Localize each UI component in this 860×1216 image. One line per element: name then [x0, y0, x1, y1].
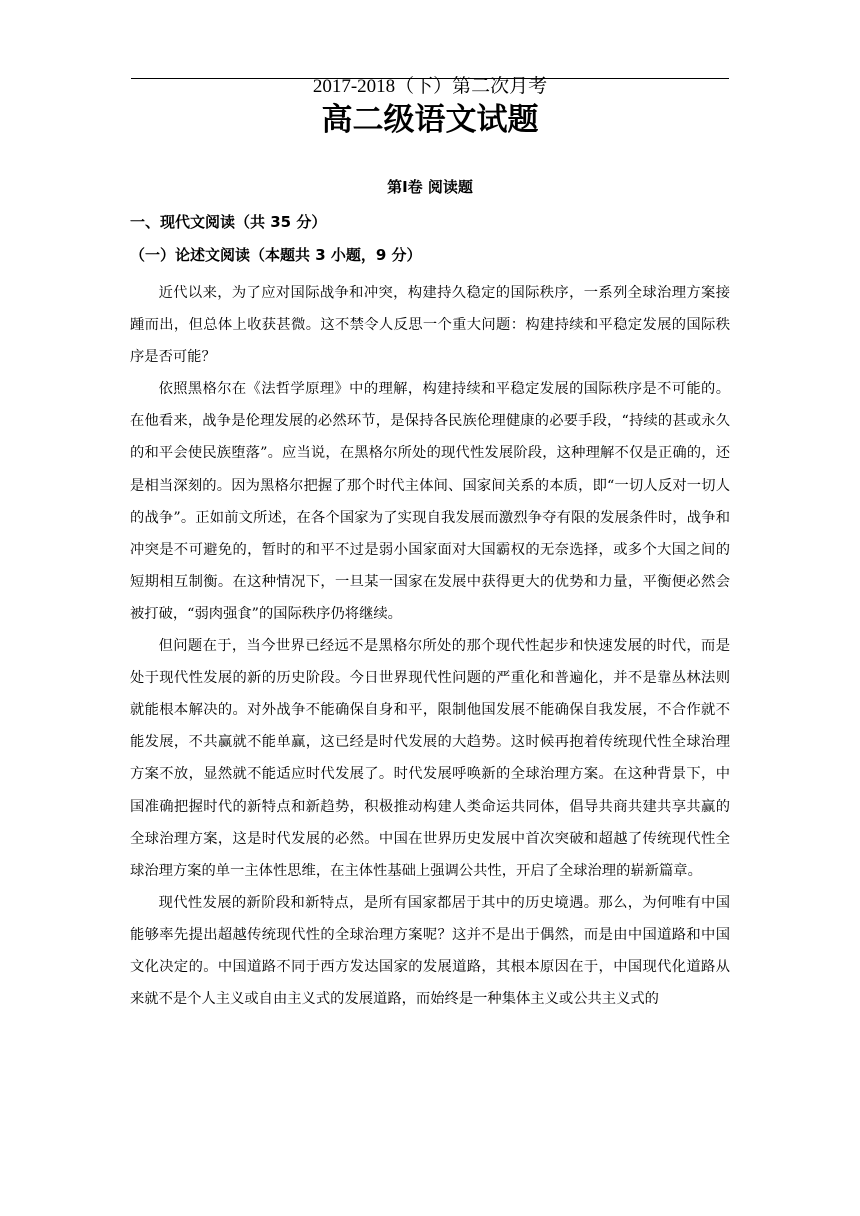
- section-title: 第Ⅰ卷 阅读题: [387, 178, 473, 196]
- paragraph-3: 但问题在于，当今世界已经远不是黑格尔所处的那个现代性起步和快速发展的时代，而是处于现代性发展的新的历史阶段。今日世界现代性问题的严重化和普遍化，并不是靠丛林法则就能根本解决的。对外战争不能确保自身和平，限制他国发展不能确保自我发展，不合作就不能发展，不共赢就不能单赢，这已经是时代发展的大趋势。这时候再抱着传统现代性全球治理方案不放，显然就不能适应时代发展了。时代发展呼唤新的全球治理方案。在这种背景下，中国准确把握时代的新特点和新趋势，积极推动构建人类命运共同体，倡导共商共建共享共赢的全球治理方案，这是时代发展的必然。中国在世界历史发展中首次突破和超越了传统现代性全球治理方案的单一主体性思维，在主体性基础上强调公共性，开启了全球治理的崭新篇章。: [130, 638, 730, 879]
- exam-title: 高二级语文试题: [321, 102, 539, 138]
- sub-heading: （一）论述文阅读（本题共 3 小题，9 分）: [130, 246, 422, 264]
- paragraph-1: 近代以来，为了应对国际战争和冲突，构建持久稳定的国际秩序，一系列全球治理方案接踵而出，但总体上收获甚微。这不禁令人反思一个重大问题：构建持续和平稳定发展的国际秩序是否可能？: [130, 285, 730, 366]
- paragraph-2: 依照黑格尔在《法哲学原理》中的理解，构建持续和平稳定发展的国际秩序是不可能的。在他看来，战争是伦理发展的必然环节，是保持各民族伦理健康的必要手段，“持续的甚或永久的和平会使民族堕落”。应当说，在黑格尔所处的现代性发展阶段，这种理解不仅是正确的，还是相当深刻的。因为黑格尔把握了那个时代主体间、国家间关系的本质，即“一切人反对一切人的战争”。正如前文所述，在各个国家为了实现自我发展而激烈争夺有限的发展条件时，战争和冲突是不可避免的，暂时的和平不过是弱小国家面对大国霸权的无奈选择，或多个大国之间的短期相互制衡。在这种情况下，一旦某一国家在发展中获得更大的优势和力量，平衡便必然会被打破，“弱肉强食”的国际秩序仍将继续。: [130, 381, 730, 622]
- exam-name: 2017-2018（下）第二次月考: [312, 76, 548, 97]
- passage-body: [130, 277, 730, 1015]
- part-heading: 一、现代文阅读（共 35 分）: [130, 213, 327, 231]
- paragraph-4: 现代性发展的新阶段和新特点，是所有国家都居于其中的历史境遇。那么，为何唯有中国能够率先提出超越传统现代性的全球治理方案呢？这并不是出于偶然，而是由中国道路和中国文化决定的。中国道路不同于西方发达国家的发展道路，其根本原因在于，中国现代化道路从来就不是个人主义或自由主义式的发展道路，而始终是一种集体主义或公共主义式的: [130, 894, 730, 1008]
